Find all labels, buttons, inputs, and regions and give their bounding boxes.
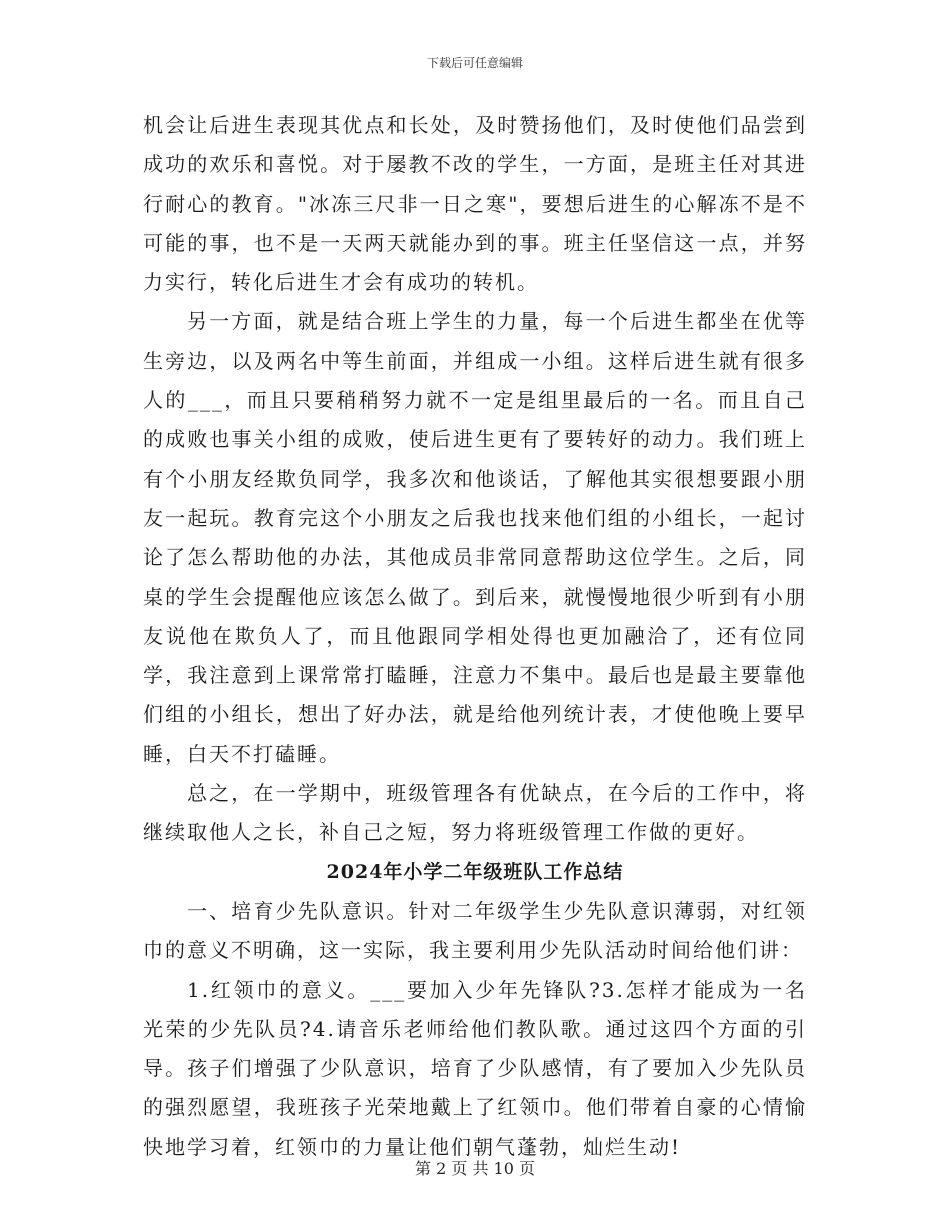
page-header: 下载后可任意编辑 [426, 56, 523, 70]
document-body [143, 106, 807, 1167]
document-title: 2024年小学二年级班队工作总结 [326, 860, 624, 883]
page-number: 第 2 页 共 10 页 [415, 1159, 535, 1178]
paragraph-4: 一、培育少先队意识。针对二年级学生少先队意识薄弱，对红领巾的意义不明确，这一实际，我主要利用少先队活动时间给他们讲： [143, 898, 807, 963]
paragraph-3: 总之，在一学期中，班级管理各有优缺点，在今后的工作中，将继续取他人之长，补自己之短，努力将班级管理工作做的更好。 [143, 781, 807, 845]
paragraph-2: 另一方面，就是结合班上学生的力量，每一个后进生都坐在优等生旁边，以及两名中等生前面，并组成一小组。这样后进生就有很多人的___，而且只要稍稍努力就不一定是组里最后的一名。而且自己的成败也事关小组的成败，使后进生更有了要转好的动力。我们班上有个小朋友经欺负同学，我多次和他谈话，了解他其实很想要跟小朋友一起玩。教育完这个小朋友之后我也找来他们组的小组长，一起讨论了怎么帮助他的办法，其他成员非常同意帮助这位学生。之后，同桌的学生会提醒他应该怎么做了。到后来，就慢慢地很少听到有小朋友说他在欺负人了，而且他跟同学相处得也更加融洽了，还有位同学，我注意到上课常常打瞌睡，注意力不集中。最后也是最主要靠他们组的小组长，想出了好办法，就是给他列统计表，才使他晚上要早睡，白天不打磕睡。 [143, 309, 807, 766]
paragraph-1: 机会让后进生表现其优点和长处，及时赞扬他们，及时使他们品尝到成功的欢乐和喜悦。对于屡教不改的学生，一方面，是班主任对其进行耐心的教育。"冰冻三尺非一日之寒"，要想后进生的心解冻不是不可能的事，也不是一天两天就能办到的事。班主任坚信这一点，并努力实行，转化后进生才会有成功的转机。 [143, 113, 807, 295]
paragraph-5: 1.红领巾的意义。___要加入少年先锋队?3.怎样才能成为一名光荣的少先队员?4.请音乐老师给他们教队歌。通过这四个方面的引导。孩子们增强了少队意识，培育了少队感情，有了要加入少先队员的强烈愿望，我班孩子光荣地戴上了红领巾。他们带着自豪的心情愉快地学习着，红领巾的力量让他们朝气蓬勃，灿烂生动! [143, 977, 807, 1159]
